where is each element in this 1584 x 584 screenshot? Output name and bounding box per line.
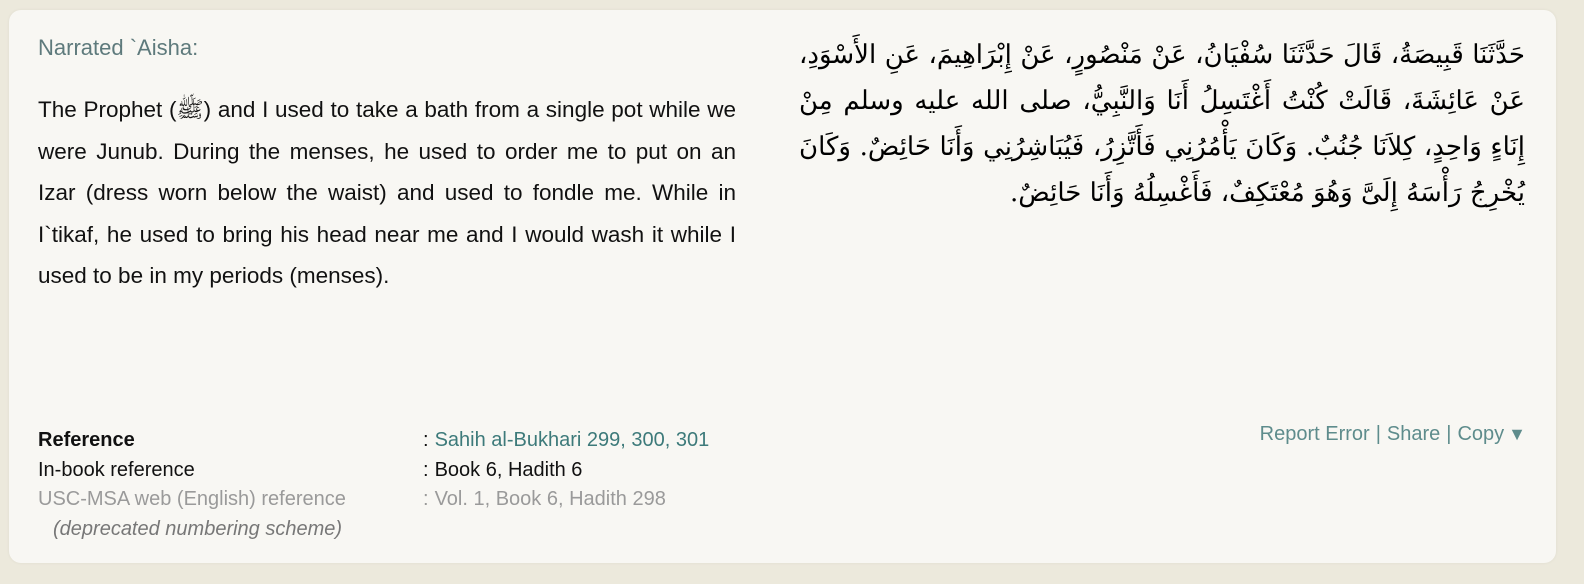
reference-link[interactable]: Sahih al-Bukhari 299, 300, 301 bbox=[434, 429, 710, 451]
share-link[interactable]: Share bbox=[1386, 423, 1441, 445]
colon: : bbox=[423, 488, 429, 510]
arabic-text: حَدَّثَنَا قَبِيصَةُ، قَالَ حَدَّثَنَا سُفْيَانُ، عَنْ مَنْصُورٍ، عَنْ إِبْرَاهِيمَ، عَنِ الأَسْوَدِ، عَنْ عَائِشَةَ، قَالَتْ كُنْتُ أَغْتَسِلُ أَنَا وَالنَّبِيُّ، صلى الله عليه وسلم مِنْ إِنَاءٍ وَاحِدٍ، كِلاَنَا جُنُبٌ‏.‏ وَكَانَ يَأْمُرُنِي فَأَتَّزِرُ، فَيُبَاشِرُنِي وَأَنَا حَائِضٌ‏.‏ وَكَانَ يُخْرِجُ رَأْسَهُ إِلَىَّ وَهُوَ مُعْتَكِفٌ، فَأَغْسِلُهُ وَأَنَا حَائِضٌ‏.‏ bbox=[799, 40, 1525, 208]
separator: | bbox=[1446, 423, 1452, 445]
action-links bbox=[1260, 423, 1526, 446]
inbook-reference-label: In-book reference bbox=[38, 458, 195, 481]
colon: : bbox=[423, 429, 429, 451]
english-text: The Prophet (ﷺ) and I used to take a bath from a single pot while we were Junub. During the menses, he used to order me to put on an Izar (dress worn below the waist) and used to fondle me. While in I`tikaf, he used to bring his head near me and I would wash it while I used to be in my periods (menses). bbox=[38, 97, 736, 288]
deprecated-note: (deprecated numbering scheme) bbox=[53, 517, 343, 540]
copy-label[interactable]: Copy bbox=[1457, 423, 1505, 445]
reference-table bbox=[38, 426, 709, 544]
uscmsa-reference-value: Vol. 1, Book 6, Hadith 298 bbox=[434, 488, 666, 510]
separator: | bbox=[1375, 423, 1381, 445]
uscmsa-reference-row bbox=[38, 485, 709, 515]
uscmsa-reference-label: USC-MSA web (English) reference bbox=[38, 488, 346, 510]
reference-label: Reference bbox=[38, 429, 135, 451]
hadith-card bbox=[9, 10, 1556, 563]
colon: : bbox=[423, 458, 429, 481]
inbook-reference-row bbox=[38, 456, 709, 486]
report-error-link[interactable]: Report Error bbox=[1259, 423, 1370, 445]
copy-link[interactable] bbox=[1457, 423, 1526, 445]
narrator-heading: Narrated `Aisha: bbox=[38, 35, 199, 60]
inbook-reference-value: Book 6, Hadith 6 bbox=[434, 458, 583, 481]
reference-row bbox=[38, 426, 709, 456]
caret-down-icon[interactable]: ▼ bbox=[1508, 424, 1526, 444]
